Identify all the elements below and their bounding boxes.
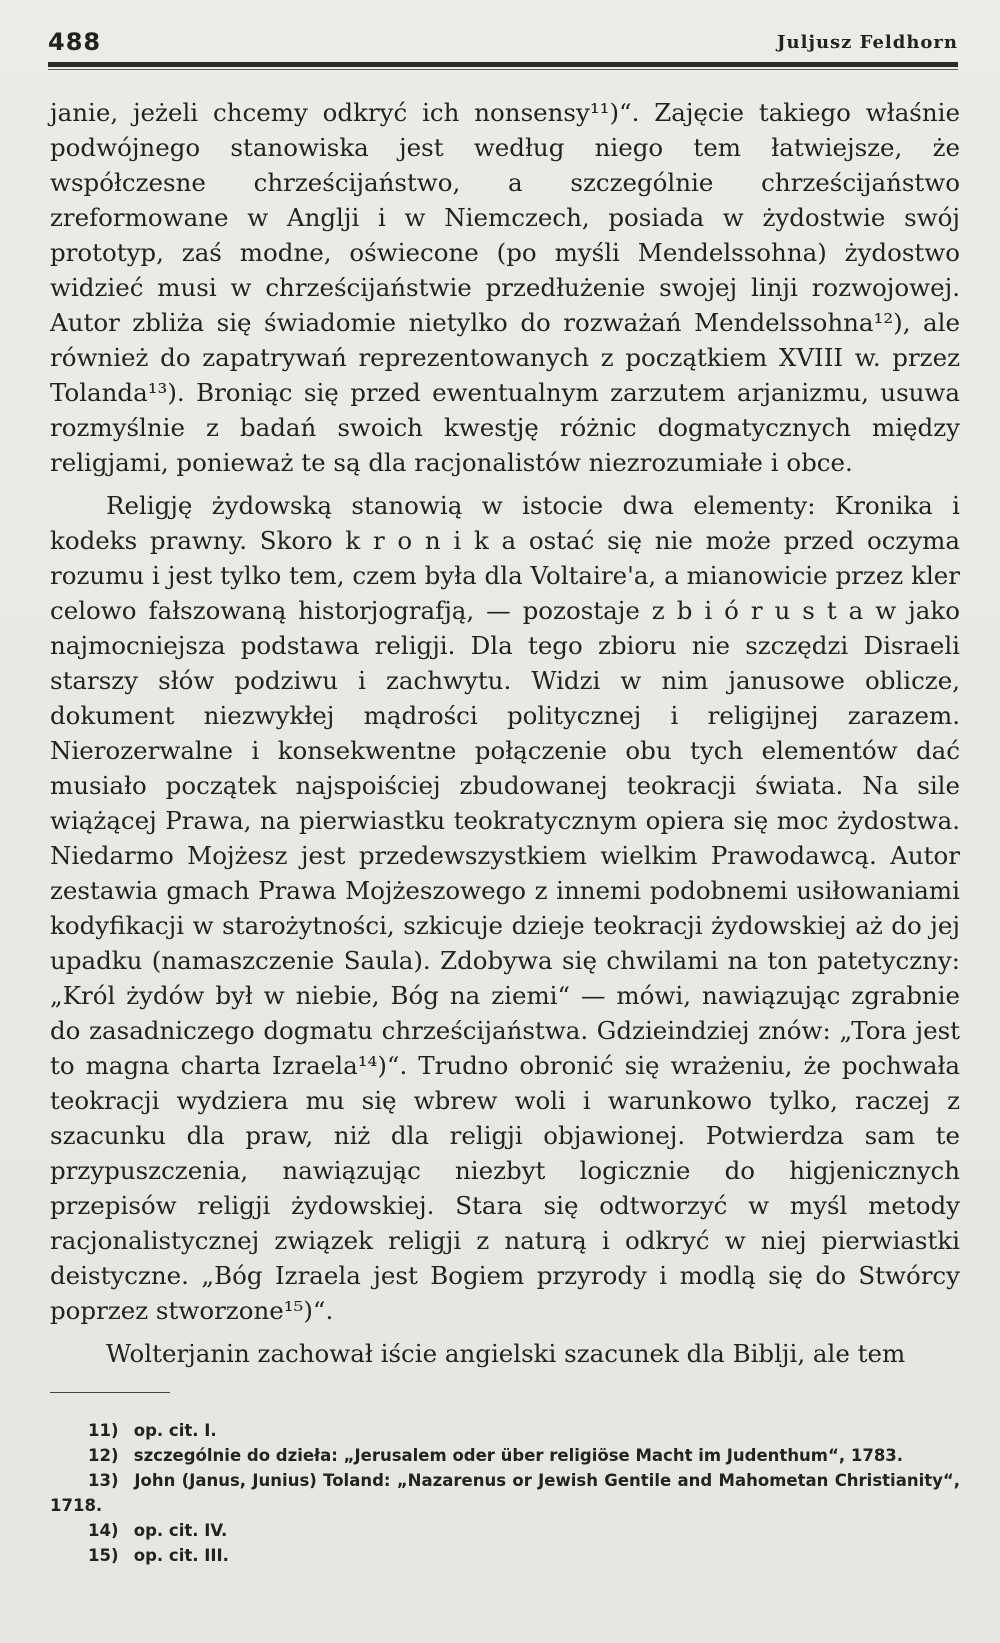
footnote xyxy=(50,1468,960,1518)
footnote xyxy=(50,1543,960,1568)
footnote-text: John (Janus, Junius) Toland: „Nazarenus or Jewish Gentile and Mahometan Christianity“, 1718. xyxy=(50,1471,960,1515)
footnote-separator xyxy=(50,1392,170,1393)
page-number: 488 xyxy=(48,28,102,56)
body-text xyxy=(50,95,960,1371)
footnote-text: op. cit. III. xyxy=(133,1546,229,1565)
running-head: Juljusz Feldhorn xyxy=(777,32,958,53)
footnote-text: szczególnie do dzieła: „Jerusalem oder über religiöse Macht im Judenthum“, 1783. xyxy=(133,1446,904,1465)
footnote-number: 12) xyxy=(88,1446,119,1465)
paragraph: janie, jeżeli chcemy odkryć ich nonsensy¹¹)“. Zajęcie takiego właśnie podwójnego stanowiska jest według niego tem łatwiejsze, że współczesne chrześcijaństwo, a szczególnie chrześcijaństwo zreformowane w Anglji i w Niemczech, posiada w żydostwie swój prototyp, zaś modne, oświecone (po myśli Mendelssohna) żydostwo widzieć musi w chrześcijaństwie przedłużenie swojej linji rozwojowej. Autor zbliża się świadomie nietylko do rozważań Mendelssohna¹²), ale również do zapatrywań reprezentowanych z początkiem XVIII w. przez Tolanda¹³). Broniąc się przed ewentualnym zarzutem arjanizmu, usuwa rozmyślnie z badań swoich kwestję różnic dogmatycznych między religjami, ponieważ te są dla racjonalistów niezrozumiałe i obce. xyxy=(50,98,960,477)
header-rule xyxy=(48,62,958,67)
page-header xyxy=(48,22,958,62)
footnote-text: op. cit. I. xyxy=(133,1421,217,1440)
header-rule-thin xyxy=(48,69,958,70)
paragraph: Wolterjanin zachował iście angielski szacunek dla Biblji, ale tem xyxy=(106,1339,906,1368)
footnote-number: 14) xyxy=(88,1521,119,1540)
footnote-text: op. cit. IV. xyxy=(133,1521,228,1540)
footnotes xyxy=(50,1418,960,1568)
footnote xyxy=(50,1518,960,1543)
footnote-number: 15) xyxy=(88,1546,119,1565)
footnote xyxy=(50,1418,960,1443)
footnote-number: 13) xyxy=(88,1471,119,1490)
footnote-number: 11) xyxy=(88,1421,119,1440)
paragraph: Religję żydowską stanowią w istocie dwa elementy: Kronika i kodeks prawny. Skoro k r o n i k a ostać się nie może przed oczyma rozumu i jest tylko tem, czem była dla Voltaire'a, a mianowicie przez kler celowo fałszowaną historjografją, — pozostaje z b i ó r u s t a w jako najmocniejsza podstawa religji. Dla tego zbioru nie szczędzi Disraeli starszy słów podziwu i zachwytu. Widzi w nim janusowe oblicze, dokument niezwykłej mądrości politycznej i religijnej zarazem. Nierozerwalne i konsekwentne połączenie obu tych elementów dać musiało początek najspoiściej zbudowanej teokracji świata. Na sile wiążącej Prawa, na pierwiastku teokratycznym opiera się moc żydostwa. Niedarmo Mojżesz jest przedewszystkiem wielkim Prawodawcą. Autor zestawia gmach Prawa Mojżeszowego z innemi podobnemi usiłowaniami kodyfikacji w starożytności, szkicuje dzieje teokracji żydowskiej aż do jej upadku (namaszczenie Saula). Zdobywa się chwilami na ton patetyczny: „Król żydów był w niebie, Bóg na ziemi“ — mówi, nawiązując zgrabnie do zasadniczego dogmatu chrześcijaństwa. Gdzieindziej znów: „Tora jest to magna charta Izraela¹⁴)“. Trudno obronić się wrażeniu, że pochwała teokracji wydziera mu się wbrew woli i warunkowo tylko, raczej z szacunku dla praw, niż dla religji objawionej. Potwierdza sam te przypuszczenia, nawiązując niezbyt logicznie do higjenicznych przepisów religji żydowskiej. Stara się odtworzyć w myśl metody racjonalistycznej związek religji z naturą i odkryć w niej pierwiastki deistyczne. „Bóg Izraela jest Bogiem przyrody i modlą się do Stwórcy poprzez stworzone¹⁵)“. xyxy=(50,491,960,1325)
footnote xyxy=(50,1443,960,1468)
